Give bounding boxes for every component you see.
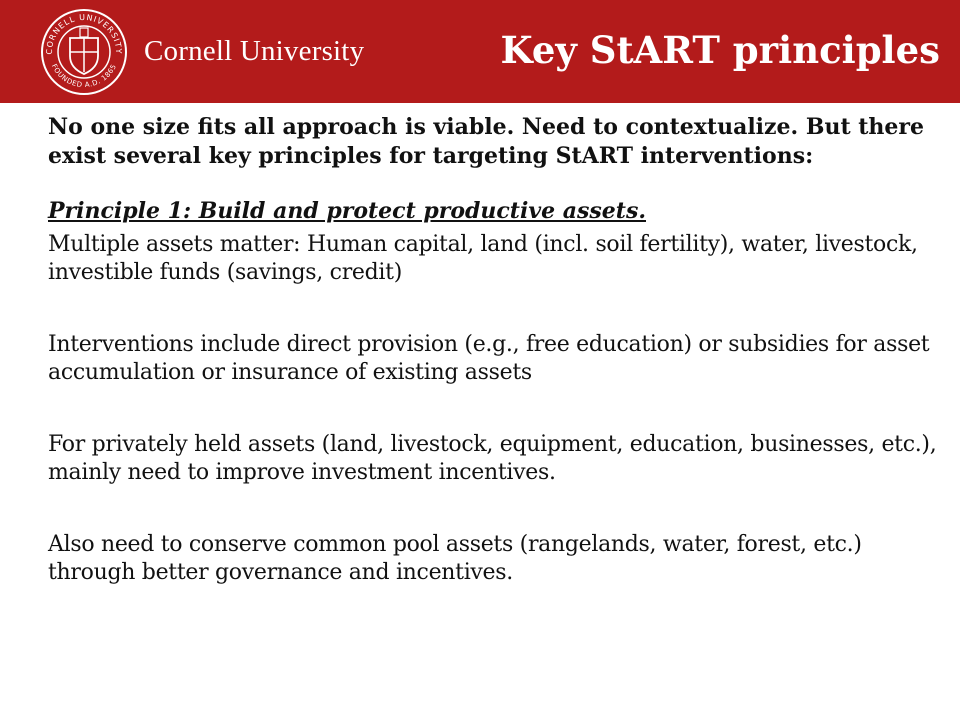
university-name: Cornell University — [144, 35, 365, 67]
body-paragraph: Interventions include direct provision (e.g., free education) or subsidies for asset accumulation or insurance of existing assets — [48, 332, 930, 385]
slide-content — [48, 113, 953, 587]
intro-text: No one size fits all approach is viable. Need to contextualize. But there exist several key principles for targeting StART interventions: — [48, 114, 925, 169]
header-band — [0, 0, 960, 103]
seal-text-top: CORNELL UNIVERSITY — [44, 12, 124, 55]
seal-text-bottom: FOUNDED A.D. 1865 — [49, 62, 119, 90]
slide-title: Key StART principles — [500, 28, 940, 72]
body-paragraph: Also need to conserve common pool assets (rangelands, water, forest, etc.) through better governance and incentives. — [48, 532, 862, 585]
body-paragraph: For privately held assets (land, livestock, equipment, education, businesses, etc.), mainly need to improve investment incentives. — [48, 432, 937, 485]
principle-heading: Principle 1: Build and protect productive assets. — [48, 198, 646, 224]
cornell-seal-icon — [40, 8, 128, 96]
body-paragraph: Multiple assets matter: Human capital, land (incl. soil fertility), water, livestock, investible funds (savings, credit) — [48, 232, 918, 285]
